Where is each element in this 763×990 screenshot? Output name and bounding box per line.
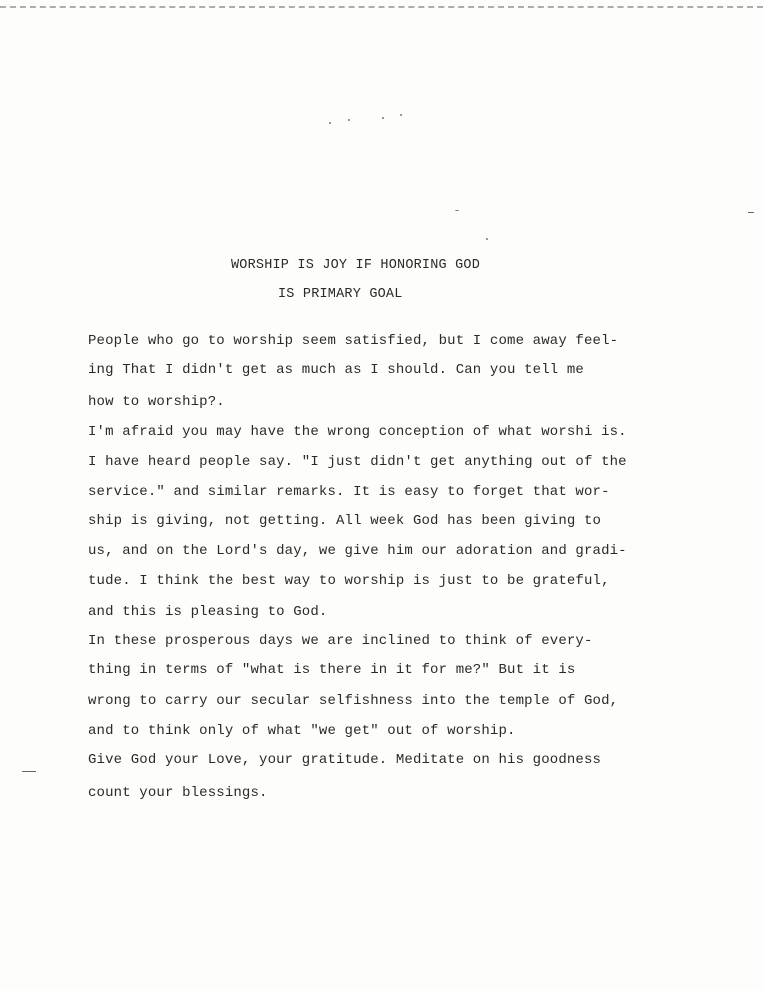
margin-mark (748, 212, 754, 213)
scan-speck (329, 122, 331, 124)
body-line: ing That I didn't get as much as I should. Can you tell me (88, 362, 584, 378)
title-line-2: IS PRIMARY GOAL (278, 287, 403, 302)
body-line: how to worship?. (88, 394, 225, 410)
scan-speck (382, 117, 384, 119)
margin-mark (22, 771, 36, 772)
body-line: In these prosperous days we are inclined to think of every- (88, 633, 593, 649)
body-line: I'm afraid you may have the wrong conception of what worshi is. (88, 424, 627, 440)
body-line: Give God your Love, your gratitude. Meditate on his goodness (88, 752, 602, 768)
body-line: count your blessings. (88, 785, 268, 801)
body-line: and this is pleasing to God. (88, 604, 328, 620)
top-edge-border (0, 0, 763, 8)
scan-speck (400, 114, 402, 116)
body-line: service." and similar remarks. It is easy to forget that wor- (88, 484, 610, 500)
scan-speck (455, 210, 459, 211)
title-line-1: WORSHIP IS JOY IF HONORING GOD (231, 258, 481, 273)
body-line: I have heard people say. "I just didn't get anything out of the (88, 454, 627, 470)
body-line: us, and on the Lord's day, we give him our adoration and gradi- (88, 543, 627, 559)
body-line: wrong to carry our secular selfishness into the temple of God, (88, 693, 619, 709)
body-line: ship is giving, not getting. All week God has been giving to (88, 513, 602, 529)
body-line: tude. I think the best way to worship is just to be grateful, (88, 573, 610, 589)
body-line: People who go to worship seem satisfied, but I come away feel- (88, 333, 619, 349)
scan-speck (348, 119, 350, 121)
body-line: and to think only of what "we get" out of worship. (88, 723, 516, 739)
scan-speck (486, 238, 488, 240)
body-line: thing in terms of "what is there in it for me?" But it is (88, 662, 576, 678)
